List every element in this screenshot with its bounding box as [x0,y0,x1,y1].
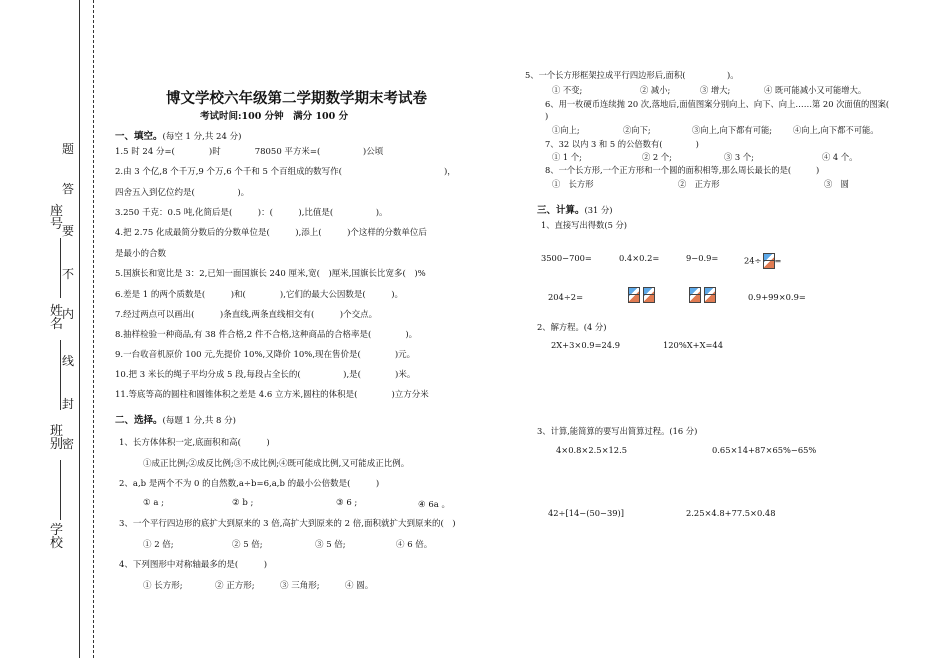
question: 3.250 千克：0.5 吨,化简后是( )：( ),比值是( )。 [115,208,388,218]
option: ④ 既可能减小又可能增大。 [764,85,867,95]
calc-item-eq: = [774,255,782,266]
section-note: (31 分) [584,205,613,215]
class-label: 班别 [50,424,64,452]
option: ③ 增大; [700,85,731,95]
subsection-title: 1、直接写出得数(5 分) [541,220,628,230]
fraction-image [689,287,701,303]
section-calc-header [537,198,612,217]
calc-item: 9−0.9= [686,253,719,263]
section-title: 一、填空。 [115,131,163,142]
equation: 2X+3×0.9=24.9 [551,340,620,350]
option: ①向上; [552,125,580,135]
seal-char: 答 [62,182,75,196]
option: ③ 6 ; [336,498,358,508]
question: 5.国旗长和宽比是 3：2,已知一面国旗长 240 厘米,宽( )厘米,国旗长比宽多( )% [115,269,426,279]
exam-title: 博文学校六年级第二学期数学期末考试卷 [166,91,427,107]
option: ④向上,向下都不可能。 [793,125,879,135]
question: 5、一个长方形框架拉成平行四边形后,面积( )。 [525,70,739,80]
name-underline [60,340,61,410]
section-fill-blank-header [115,124,241,143]
question: 1、长方体体积一定,底面积和高( ) [119,438,270,448]
question: 8.抽样检验一种商品,有 38 件合格,2 件不合格,这种商品的合格率是( )。 [115,330,418,340]
option: ② 5 倍; [232,540,263,550]
option: ① 1 个; [552,152,582,162]
calc-problem: 42÷[14−(50−39)] [548,508,625,518]
option: ① 2 倍; [143,540,174,550]
question: 6.差是 1 的两个质数是( )和( ),它们的最大公因数是( )。 [115,290,404,300]
option: ④ 4 个。 [822,152,858,162]
question: 2.由 3 个亿,8 个千万,9 个万,6 个千和 5 个百组成的数写作( )， [115,167,456,177]
calc-item: 0.9+99×0.9= [748,292,806,302]
option: ① 长方形 [552,179,594,189]
option: ② 正方形; [215,581,255,591]
fraction-image [643,287,655,303]
option: ②向下; [623,125,651,135]
fraction-image [628,287,640,303]
calc-item: 204÷2= [548,292,584,302]
option: ③ 三角形; [280,581,320,591]
question-options: ①成正比例;②成反比例;③不成比例;④既可能成比例,又可能成正比例。 [143,459,410,469]
question: 11.等底等高的圆柱和圆锥体积之差是 4.6 立方米,圆柱的体积是( )立方分米 [115,390,429,400]
calc-item-text: 24÷ [744,255,762,266]
question: 9.一台收音机原价 100 元,先提价 10%,又降价 10%,现在售价是( )元。 [115,350,416,360]
question: 2、a,b 是两个不为 0 的自然数,a÷b=6,a,b 的最小公倍数是( ) [119,479,380,489]
calc-item: 0.4×0.2= [619,253,660,263]
section-choice-header [115,408,236,427]
binding-line-right [93,0,94,658]
question: 8、一个长方形,一个正方形和一个圆的面积相等,那么周长最长的是( ) [545,165,820,175]
calc-problem: 4×0.8×2.5×12.5 [556,445,627,455]
option: ① a ; [143,498,164,508]
fraction-image [763,253,775,269]
calc-problem: 0.65×14+87×65%−65% [712,445,817,455]
exam-subtitle: 考试时间:100 分钟 满分 100 分 [200,111,349,122]
school-label: 学校 [50,523,64,551]
option: ④ 6a 。 [418,500,450,510]
name-label: 姓名 [50,304,64,332]
question: 是最小的合数 [115,249,167,259]
option: ① 长方形; [143,581,183,591]
calc-item: 3500−700= [541,253,592,263]
seat-underline [60,238,61,298]
option: ③ 5 倍; [315,540,346,550]
question: ) [545,111,549,121]
subsection-title: 2、解方程。(4 分) [537,322,607,332]
binding-line-left [79,0,80,658]
seal-char: 不 [62,267,75,281]
seal-char: 要 [62,224,75,238]
section-note: (每空 1 分,共 24 分) [162,132,242,142]
question: 6、用一枚硬币连续抛 20 次,落地后,面值图案分别向上、向下、向上……第 20 次面值的图案( [545,99,898,109]
question: 4、下列图形中对称轴最多的是( ) [119,560,268,570]
question: 10.把 3 米长的绳子平均分成 5 段,每段占全长的( ),是( )米。 [115,370,416,380]
question: 4.把 2.75 化成最简分数后的分数单位是( ),添上( )个这样的分数单位后 [115,228,427,238]
seal-char: 内 [62,307,75,321]
seal-char: 封 [62,397,75,411]
calc-problem: 2.25×4.8+77.5×0.48 [686,508,776,518]
equation: 120%X+X=44 [663,340,723,350]
option: ② 2 个; [642,152,672,162]
option: ① 不变; [552,85,583,95]
question: 7、32 以内 3 和 5 的公倍数有( ) [545,139,699,149]
fraction-image-group [627,284,655,303]
question: 四舍五入到亿位约是( )。 [115,188,250,198]
option: ② 减小; [640,85,671,95]
option: ③向上,向下都有可能; [692,125,773,135]
fraction-image-group [688,284,716,303]
section-title: 二、选择。 [115,415,163,426]
fraction-image [704,287,716,303]
seal-char: 线 [62,354,75,368]
option: ② b ; [232,498,254,508]
option: ③ 圆 [824,179,849,189]
class-underline [60,460,61,520]
seat-label: 座号 [50,204,64,232]
question: 1.5 时 24 分=( )时 78050 平方米=( )公顷 [115,147,384,157]
section-title: 三、计算。 [537,205,585,216]
option: ④ 6 倍。 [396,540,433,550]
seal-char: 密 [62,437,75,451]
calc-item [744,253,781,269]
seal-char: 题 [62,142,75,156]
subsection-title: 3、计算,能简算的要写出简算过程。(16 分) [537,426,698,436]
option: ③ 3 个; [724,152,754,162]
option: ② 正方形 [678,179,720,189]
question: 7.经过两点可以画出( )条直线,两条直线相交有( )个交点。 [115,310,378,320]
question: 3、一个平行四边形的底扩大到原来的 3 倍,高扩大到原来的 2 倍,面积就扩大到原来的( ) [119,519,456,529]
section-note: (每题 1 分,共 8 分) [162,416,236,426]
option: ④ 圆。 [345,581,374,591]
